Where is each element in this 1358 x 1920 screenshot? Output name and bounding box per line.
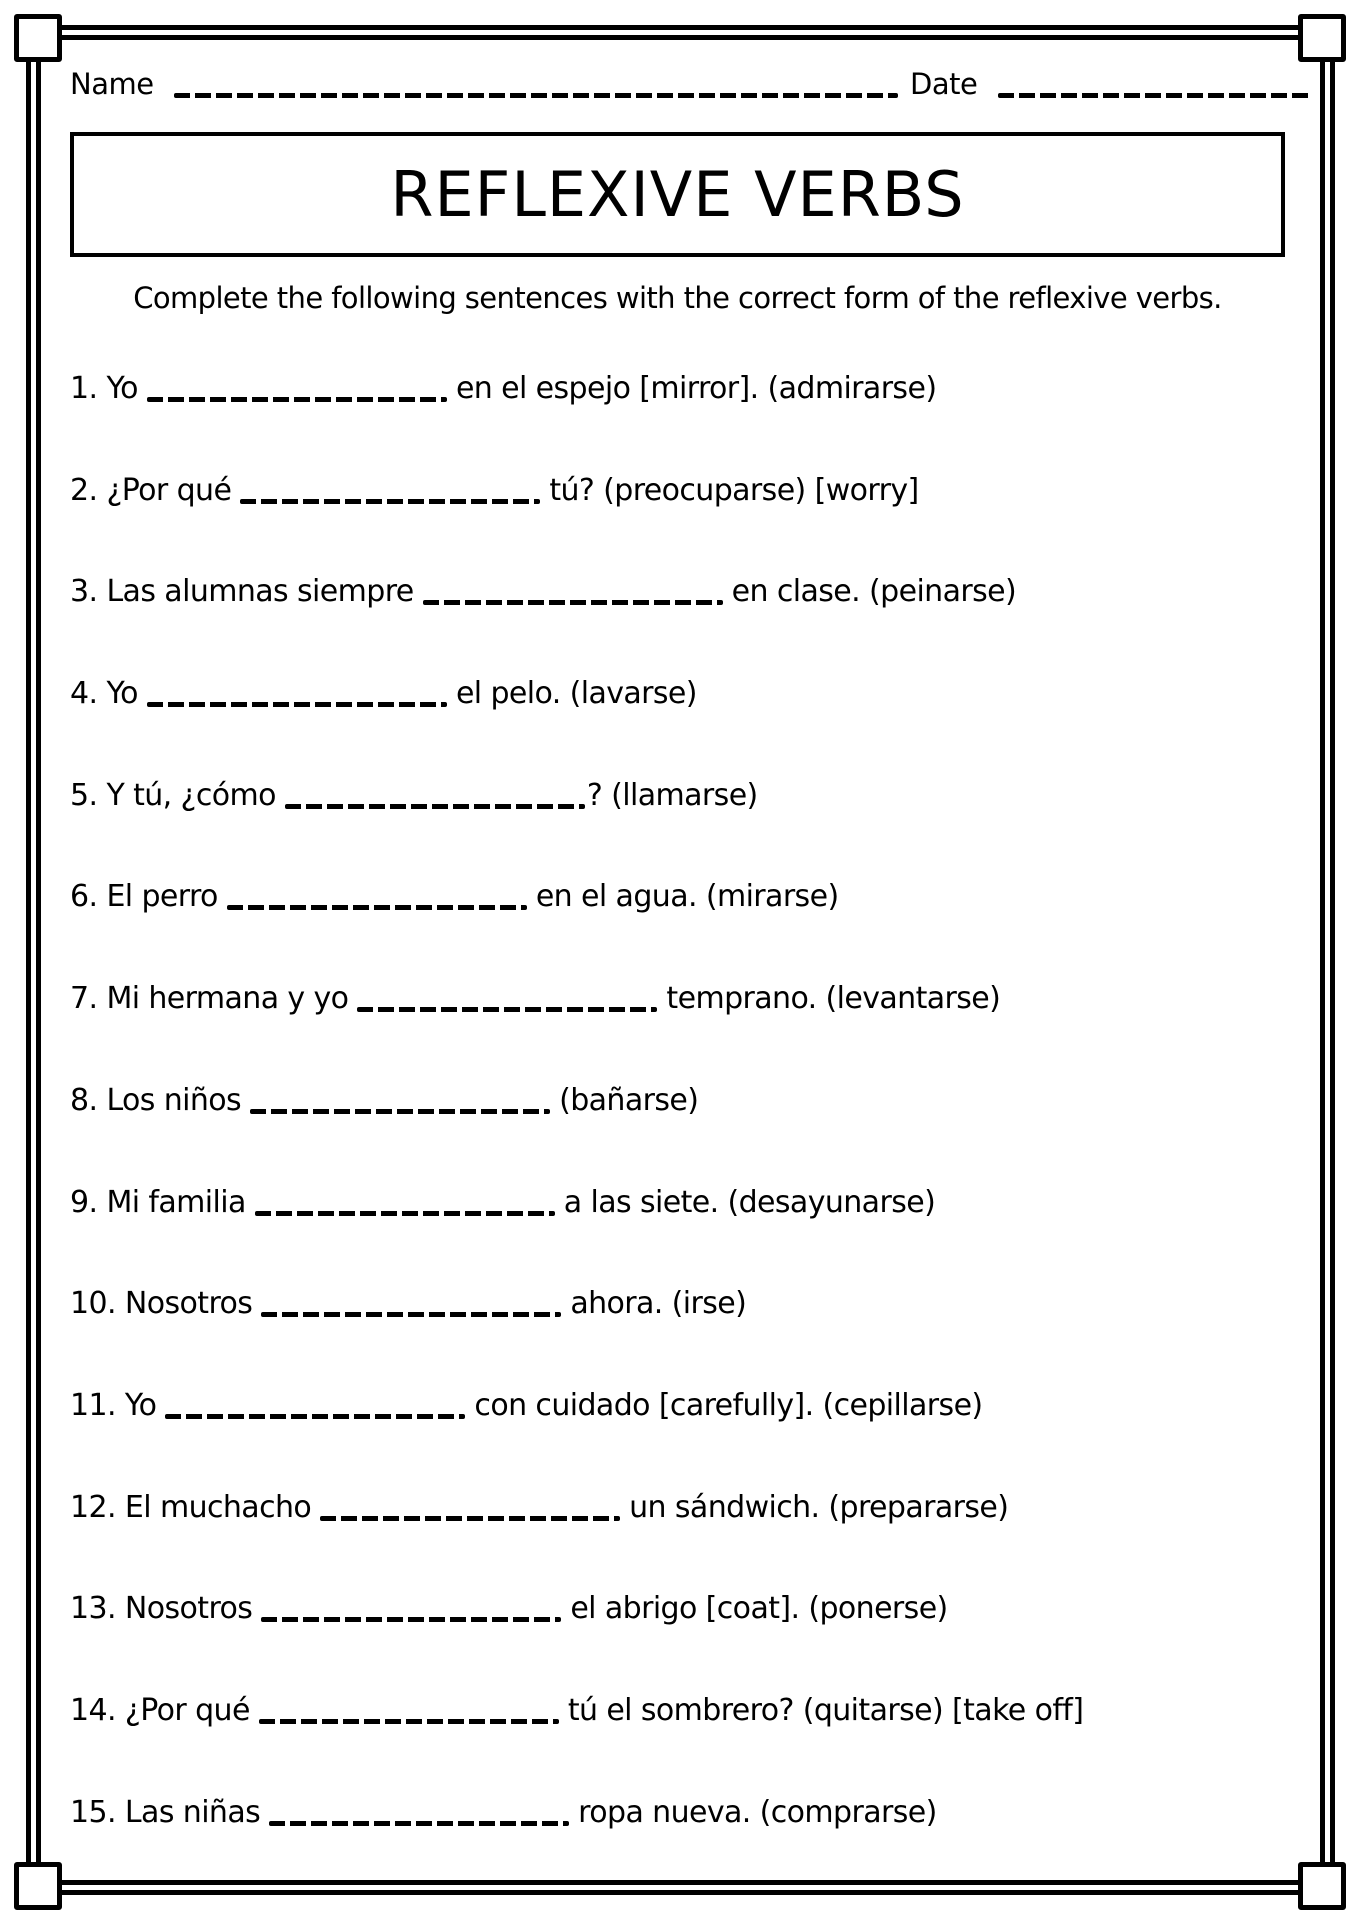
item-text-after: temprano. (levantarse)	[666, 981, 1001, 1017]
answer-blank[interactable]	[250, 1109, 550, 1114]
frame-corner-bottom-right	[1298, 1862, 1346, 1910]
answer-blank[interactable]	[165, 1414, 465, 1419]
name-date-row	[70, 62, 1285, 106]
answer-blank[interactable]	[423, 600, 723, 605]
item-text-before: Mi hermana y yo	[106, 981, 349, 1017]
item-text-after: el abrigo [coat]. (ponerse)	[570, 1591, 948, 1627]
frame-right-inner-line	[1320, 40, 1325, 1880]
answer-blank[interactable]	[259, 1719, 559, 1724]
item-number: 9.	[70, 1184, 98, 1220]
exercise-item	[70, 1791, 1285, 1893]
frame-corner-top-right	[1298, 14, 1346, 62]
exercise-list	[70, 367, 1285, 1892]
item-text-before: Y tú, ¿cómo	[106, 777, 276, 813]
answer-blank[interactable]	[227, 905, 527, 910]
item-number: 14.	[70, 1692, 116, 1728]
item-text-before: Las niñas	[124, 1794, 261, 1830]
item-text-after: en el agua. (mirarse)	[535, 879, 839, 915]
item-text-after: el pelo. (lavarse)	[455, 676, 697, 712]
answer-blank[interactable]	[261, 1617, 561, 1622]
item-text-after: un sándwich. (prepararse)	[629, 1489, 1009, 1525]
item-text-after: tú? (preocuparse) [worry]	[549, 472, 919, 508]
exercise-item	[70, 875, 1285, 977]
item-text-before: Yo	[124, 1387, 157, 1423]
item-text-after: en el espejo [mirror]. (admirarse)	[455, 371, 937, 406]
item-text-before: Nosotros	[124, 1591, 253, 1627]
frame-left-inner-line	[36, 40, 41, 1880]
item-text-before: Mi familia	[106, 1184, 246, 1220]
name-field[interactable]	[174, 93, 898, 98]
item-text-after: ahora. (irse)	[570, 1286, 747, 1322]
item-number: 4.	[70, 676, 98, 712]
title-box	[70, 132, 1285, 257]
answer-blank[interactable]	[269, 1821, 569, 1826]
page-title: REFLEXIVE VERBS	[390, 158, 965, 231]
answer-blank[interactable]	[147, 702, 447, 707]
exercise-item	[70, 469, 1285, 571]
item-text-before: Los niños	[106, 1082, 242, 1118]
exercise-item	[70, 570, 1285, 672]
item-number: 13.	[70, 1591, 116, 1627]
exercise-item	[70, 1079, 1285, 1181]
item-text-after: en clase. (peinarse)	[731, 574, 1017, 610]
exercise-item	[70, 1486, 1285, 1588]
item-number: 8.	[70, 1082, 98, 1118]
item-text-before: Yo	[106, 371, 138, 406]
date-label: Date	[910, 67, 978, 101]
frame-left-outer-line	[26, 40, 31, 1880]
item-text-after: tú el sombrero? (quitarse) [take off]	[567, 1692, 1084, 1728]
exercise-item	[70, 1384, 1285, 1486]
answer-blank[interactable]	[357, 1007, 657, 1012]
item-text-before: Yo	[106, 676, 138, 712]
item-text-before: El perro	[106, 879, 218, 915]
exercise-item	[70, 1181, 1285, 1283]
name-label: Name	[70, 67, 154, 101]
item-text-after: ropa nueva. (comprarse)	[578, 1794, 937, 1830]
item-number: 2.	[70, 472, 98, 508]
item-number: 11.	[70, 1387, 116, 1423]
date-field[interactable]	[998, 93, 1312, 98]
answer-blank[interactable]	[255, 1211, 555, 1216]
item-text-before: Las alumnas siempre	[106, 574, 414, 610]
exercise-item	[70, 1587, 1285, 1689]
item-text-after: con cuidado [carefully]. (cepillarse)	[474, 1387, 983, 1423]
answer-blank[interactable]	[147, 397, 447, 402]
item-number: 7.	[70, 981, 98, 1017]
frame-top-outer-line	[40, 25, 1320, 30]
instructions: Complete the following sentences with the correct form of the reflexive verbs.	[133, 281, 1222, 315]
item-number: 1.	[70, 371, 98, 406]
item-text-before: El muchacho	[124, 1489, 312, 1525]
item-number: 12.	[70, 1489, 116, 1525]
exercise-item	[70, 672, 1285, 774]
item-number: 10.	[70, 1286, 116, 1322]
exercise-item	[70, 1282, 1285, 1384]
item-text-after: a las siete. (desayunarse)	[563, 1184, 936, 1220]
item-text-before: ¿Por qué	[124, 1692, 250, 1728]
exercise-item	[70, 367, 1285, 469]
frame-corner-top-left	[14, 14, 62, 62]
answer-blank[interactable]	[261, 1312, 561, 1317]
answer-blank[interactable]	[320, 1516, 620, 1521]
item-text-after: ? (llamarse)	[586, 777, 758, 813]
item-number: 15.	[70, 1794, 116, 1830]
item-number: 3.	[70, 574, 98, 610]
item-text-after: (bañarse)	[559, 1082, 699, 1118]
exercise-item	[70, 977, 1285, 1079]
frame-right-outer-line	[1330, 40, 1335, 1880]
item-number: 5.	[70, 777, 98, 813]
frame-top-inner-line	[40, 35, 1320, 40]
frame-corner-bottom-left	[14, 1862, 62, 1910]
item-text-before: Nosotros	[124, 1286, 253, 1322]
exercise-item	[70, 1689, 1285, 1791]
answer-blank[interactable]	[240, 499, 540, 504]
exercise-item	[70, 774, 1285, 876]
answer-blank[interactable]	[285, 804, 585, 809]
item-number: 6.	[70, 879, 98, 915]
item-text-before: ¿Por qué	[106, 472, 232, 508]
